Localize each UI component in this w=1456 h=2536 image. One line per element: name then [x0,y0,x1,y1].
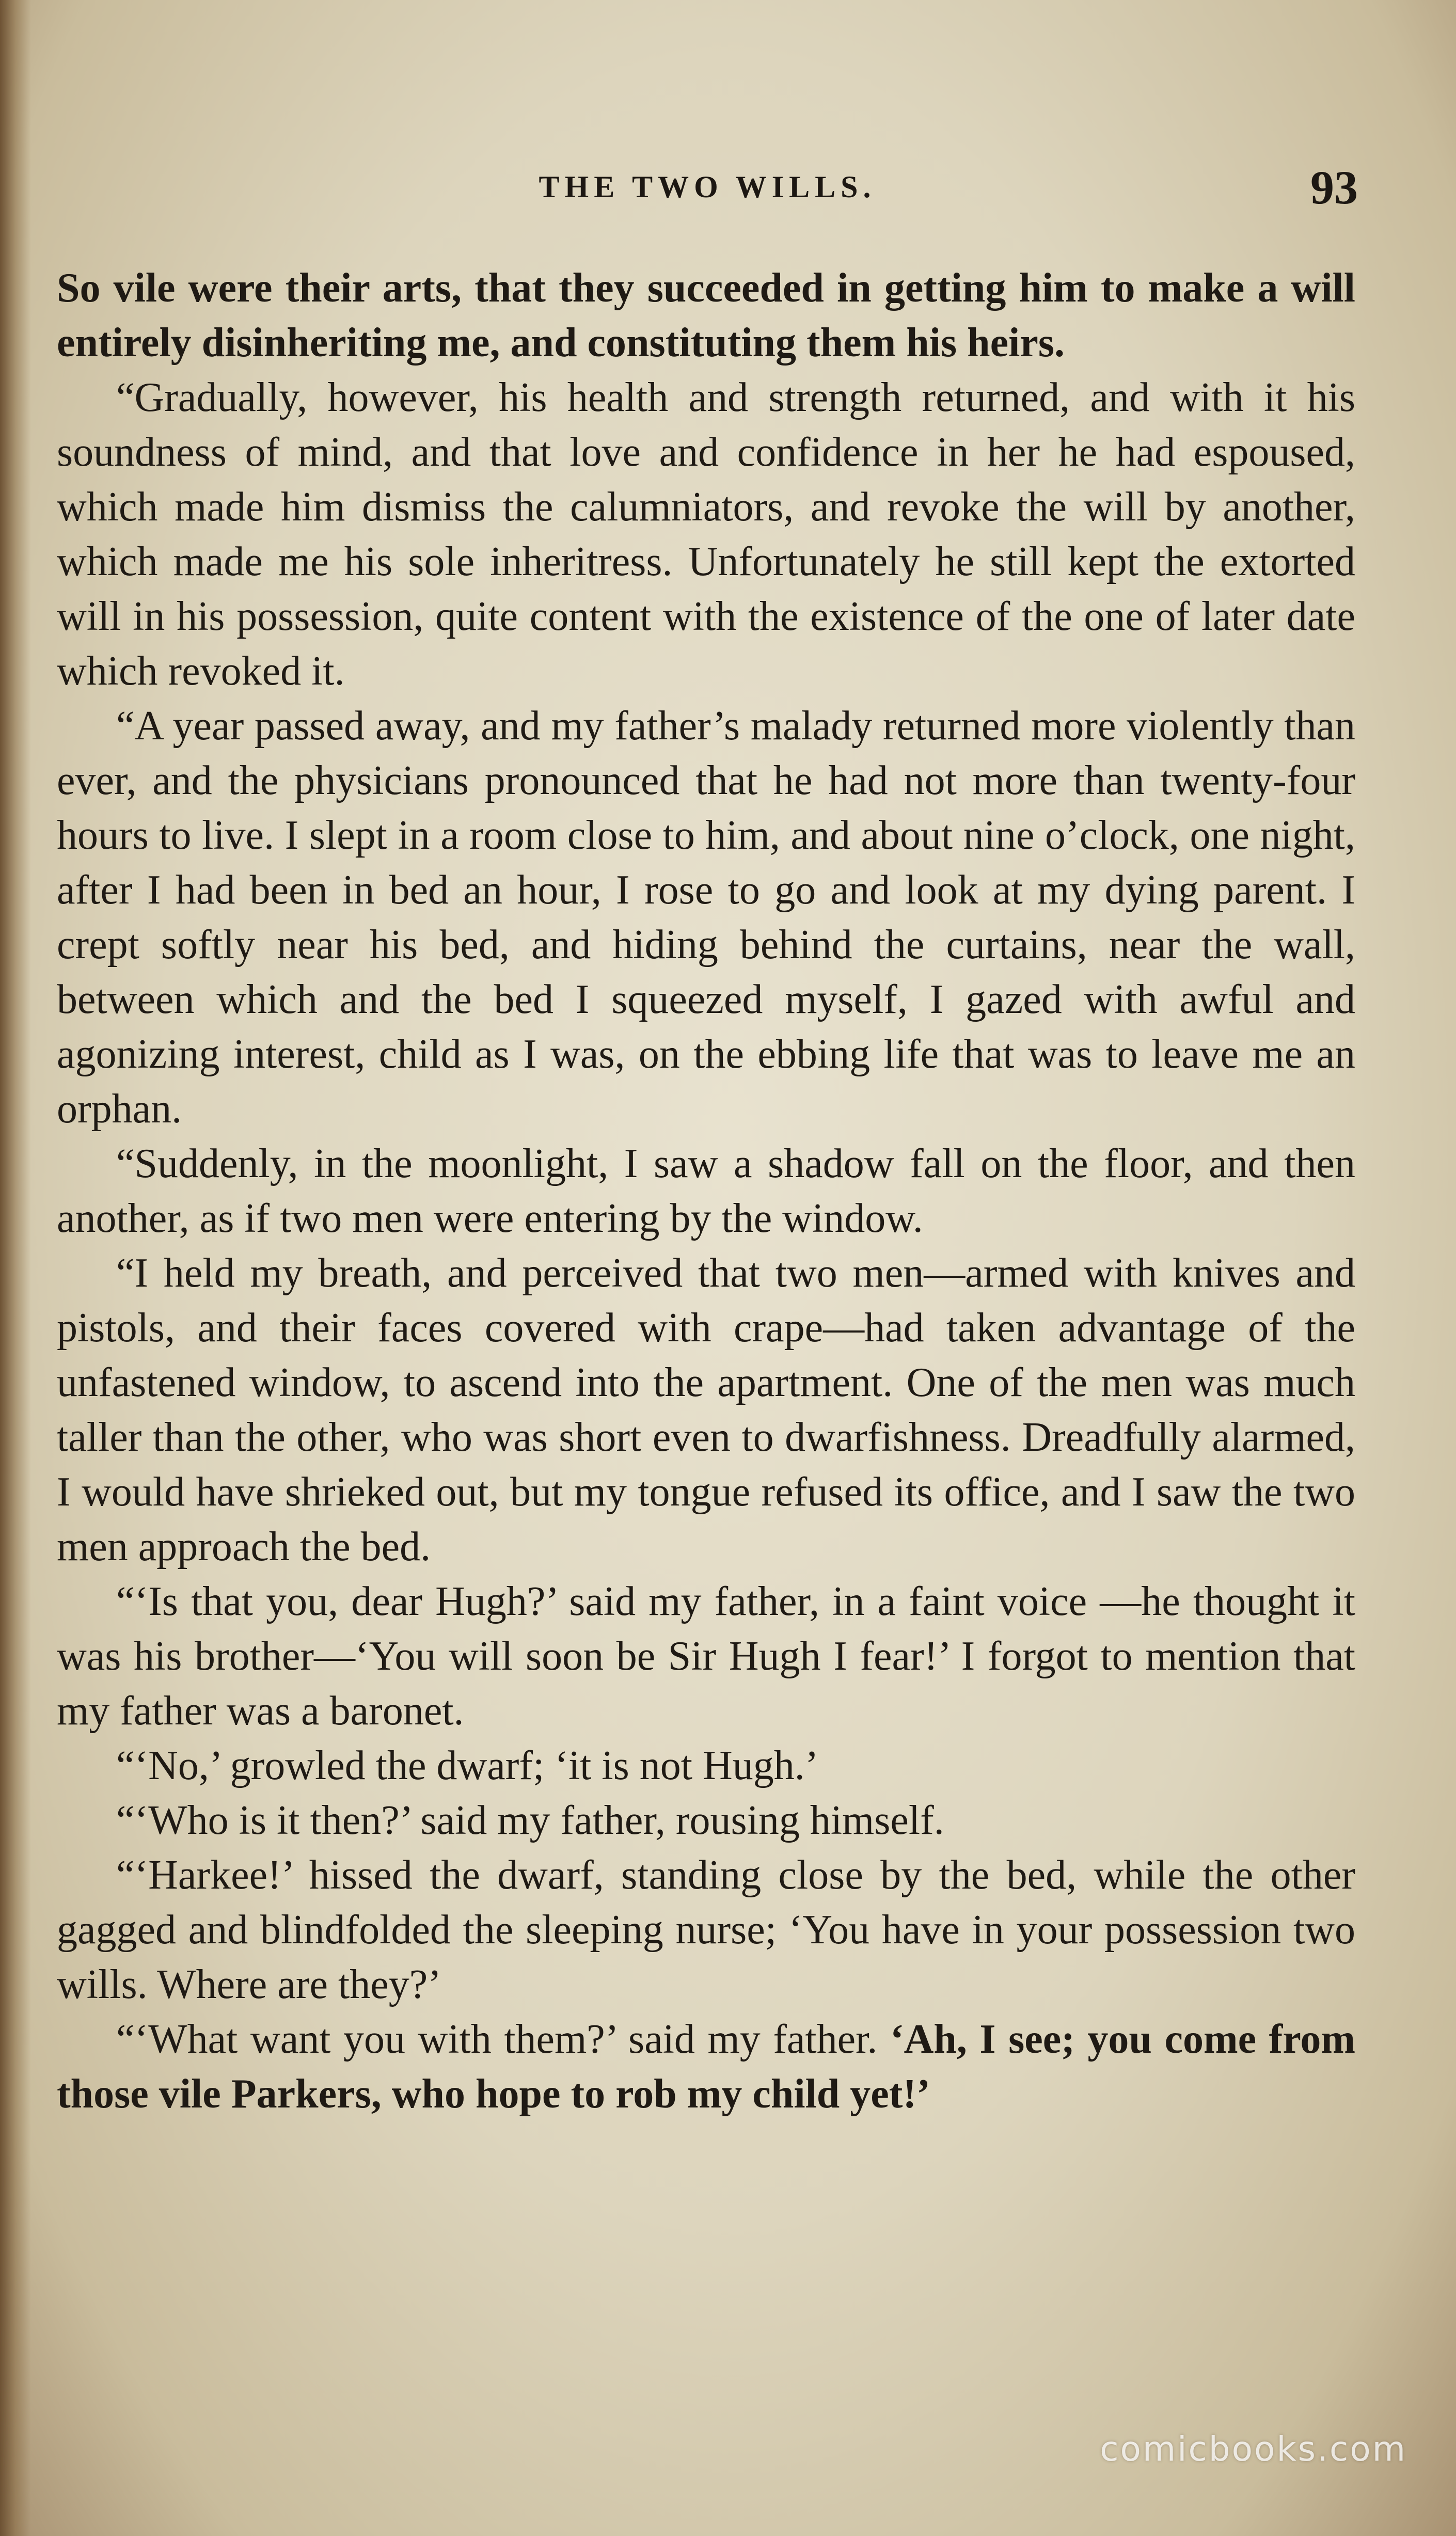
paragraph: “Suddenly, in the moonlight, I saw a shadow fall on the floor, and then another, as if two men were entering by the window. [57,1141,1355,1241]
page-number: 93 [1310,161,1358,214]
paragraph: “I held my breath, and perceived that two men—armed with knives and pistols, and their faces covered with crape—had taken advantage of the unfastened window, to ascend into the apartment. One of the men was much taller than the other, who was short even to dwarfishness. Dreadfully alarmed, I would have shrieked out, but my tongue refused its office, and I saw the two men approach the bed. [57,1250,1355,1570]
body-text [57,261,1355,2121]
paragraph: “A year passed away, and my father’s malady returned more violently than ever, and the physicians pronounced that he had not more than twenty-four hours to live. I slept in a room close to him, and about nine o’clock, one night, after I had been in bed an hour, I rose to go and look at my dying parent. I crept softly near his bed, and hiding behind the curtains, near the wall, between which and the bed I squeezed myself, I gazed with awful and agonizing interest, child as I was, on the ebbing life that was to leave me an orphan. [57,703,1355,1132]
running-title: THE TWO WILLS. [539,170,876,204]
paragraph: “‘No,’ growled the dwarf; ‘it is not Hugh.’ [116,1743,819,1788]
paragraph: “‘Is that you, dear Hugh?’ said my father, in a faint voice —he thought it was his brother—‘You will soon be Sir Hugh I fear!’ I forgot to mention that my father was a baronet. [57,1579,1355,1734]
binding-shadow [0,0,31,2536]
paragraph: “‘Harkee!’ hissed the dwarf, standing close by the bed, while the other gagged and blindfolded the sleeping nurse; ‘You have in your possession two wills. Where are they?’ [57,1852,1355,2007]
paragraph: “‘Who is it then?’ said my father, rousing himself. [116,1798,944,1843]
page-header [57,160,1358,217]
watermark: comicbooks.com [1100,2429,1407,2469]
paragraph: “Gradually, however, his health and strength returned, and with it his soundness of mind, and that love and confidence in her he had espoused, which made him dismiss the calumniators, and revoke the will by another, which made me his sole inheritress. Unfortunately he still kept the extorted will in his possession, quite content with the existence of the one of later date which revoked it. [57,375,1355,694]
paragraph-last [57,2012,1355,2121]
paragraph-emphasis: ‘Ah, I see; you come from those vile Parkers, who hope to rob my child yet!’ [57,2017,1356,2117]
paragraph: So vile were their arts, that they succeeded in getting him to make a will entirely disinheriting me, and constituting them his heirs. [57,265,1355,366]
paragraph-lead: “‘What want you with them?’ said my father. [116,2017,878,2062]
